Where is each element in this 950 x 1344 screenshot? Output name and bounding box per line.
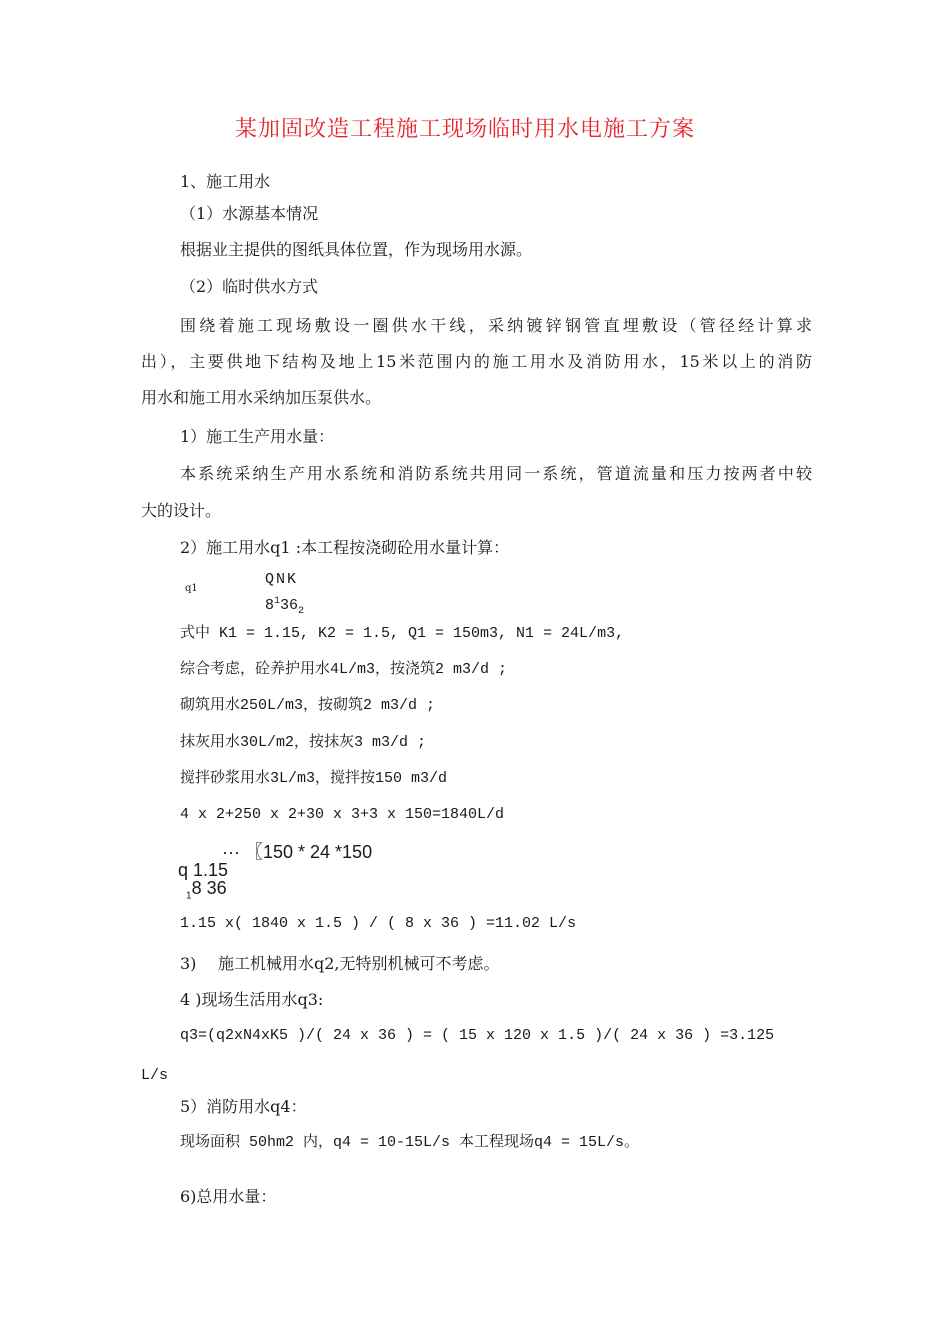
item-heading: 4 )现场生活用水q3: (180, 990, 324, 1009)
paragraph-line: 大的设计。 (141, 501, 222, 520)
section-heading: 1、施工用水 (180, 172, 271, 191)
item-heading: 5）消防用水q4： (180, 1097, 307, 1116)
formula-numerator: QNK (265, 571, 299, 588)
paragraph-line: 本系统采纳生产用水系统和消防系统共用同一系统，管道流量和压力按两者中较 (180, 464, 812, 483)
formula-denominator: $8^136_2$ (265, 596, 305, 617)
item-heading: 施工机械用水q2,无特别机械可不考虑。 (218, 954, 500, 973)
subsection-heading: （1）水源基本情况 (180, 204, 319, 223)
document-title: 某加固改造工程施工现场临时用水电施工方案 (235, 117, 696, 142)
equation-line: 综合考虑，砼养护用水4L/m3，按浇筑2 m3/d ; (180, 661, 508, 678)
equation-line: 搅拌砂浆用水3L/m3，搅拌按150 m3/d (180, 770, 448, 787)
paragraph-line: 围绕着施工现场敷设一圈供水干线，采纳镀锌钢管直埋敷设（管径经计算求 (180, 316, 812, 335)
paragraph-line: 出），主要供地下结构及地上15米范围内的施工用水及消防用水，15米以上的消防 (141, 352, 812, 371)
item-heading: 2）施工用水q1 :本工程按浇砌砼用水量计算： (180, 538, 510, 557)
formula-symbol: q 1.15 (178, 860, 229, 880)
subsection-heading: （2）临时供水方式 (180, 277, 319, 296)
formula-symbol: q1 (185, 583, 198, 594)
item-heading: 1）施工生产用水量： (180, 427, 335, 446)
equation-line: 4 x 2+250 x 2+30 x 3+3 x 150=1840L/d (180, 806, 505, 823)
equation-line: 抹灰用水30L/m2，按抹灰3 m3/d ; (180, 734, 427, 751)
paragraph-line: 用水和施工用水采纳加压泵供水。 (141, 388, 382, 407)
formula-denominator: $_1$8 36 (186, 878, 227, 902)
equation-line: 式中 K1 = 1.15, K2 = 1.5, Q1 = 150m3, N1 = 24L/m3, (180, 625, 625, 642)
formula-numerator: ··· 〖150 * 24 *150 (222, 842, 373, 862)
equation-line: q3=(q2xN4xK5 )/( 24 x 36 ) = ( 15 x 120 x 1.5 )/( 24 x 36 ) =3.125 (180, 1027, 775, 1044)
equation-line: 砌筑用水250L/m3，按砌筑2 m3/d ; (180, 697, 436, 714)
equation-line: 现场面积 50hm2 内，q4 = 10-15L/s 本工程现场q4 = 15L/s。 (180, 1134, 640, 1151)
equation-line: L/s (141, 1067, 169, 1084)
equation-line: 1.15 x( 1840 x 1.5 ) / ( 8 x 36 ) =11.02 L/s (180, 915, 577, 932)
item-heading: 6)总用水量： (180, 1187, 277, 1206)
paragraph-line: 根据业主提供的图纸具体位置，作为现场用水源。 (180, 240, 533, 259)
item-number: 3) (180, 954, 197, 973)
